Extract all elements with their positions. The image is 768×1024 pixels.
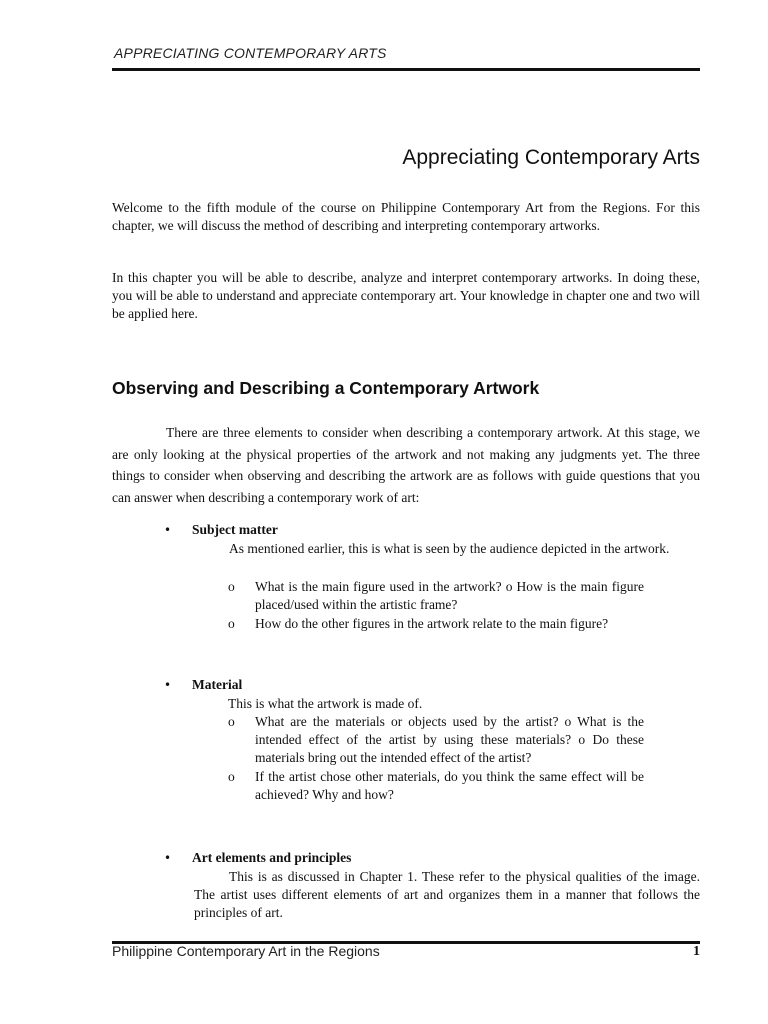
guide-question: [228, 615, 644, 633]
running-header: APPRECIATING CONTEMPORARY ARTS: [114, 45, 387, 61]
bullet-description: As mentioned earlier, this is what is seen by the audience depicted in the artwork.: [229, 541, 670, 556]
question-text: If the artist chose other materials, do you think the same effect will be achieved? Why and how?: [255, 769, 644, 802]
intro-paragraph: Welcome to the fifth module of the course on Philippine Contemporary Art from the Regions. For this chapter, we will discuss the method of describing and interpreting contemporary artworks.: [112, 200, 700, 233]
bullet-title: Art elements and principles: [192, 850, 352, 865]
bullet-icon: •: [164, 523, 172, 537]
header-divider: [112, 68, 700, 71]
question-text: What are the materials or objects used by the artist? o What is the intended effect of the artist by using these materials? o Do these materials bring out the intended effect of the artist?: [255, 714, 644, 765]
guide-questions: [228, 578, 644, 634]
bullet-title: Subject matter: [192, 522, 278, 537]
circle-bullet-icon: o: [228, 714, 235, 729]
page-title: Appreciating Contemporary Arts: [402, 146, 700, 169]
bullet-title: Material: [192, 677, 243, 692]
bullet-icon: •: [164, 678, 172, 692]
intro-paragraph: In this chapter you will be able to describe, analyze and interpret contemporary artworks. In doing these, you will be able to understand and appreciate contemporary art. Your knowledge in chapter one and two will be applied here.: [112, 270, 700, 321]
bullet-description: This is as discussed in Chapter 1. These refer to the physical qualities of the image. The artist uses different elements of art and organizes them in a manner that follows the principles of art.: [194, 869, 700, 920]
guide-question: [228, 578, 644, 614]
bullet-icon: •: [164, 851, 172, 865]
question-text: What is the main figure used in the artwork? o How is the main figure placed/used within the artistic frame?: [255, 579, 644, 612]
guide-question: [228, 713, 644, 767]
section-paragraph: There are three elements to consider when describing a contemporary artwork. At this stage, we are only looking at the physical properties of the artwork and not making any judgments yet. The three things to consider when observing and describing the artwork are as follows with guide questions that you can answer when describing a contemporary work of art:: [112, 425, 700, 505]
question-text: How do the other figures in the artwork relate to the main figure?: [255, 616, 609, 631]
circle-bullet-icon: o: [228, 579, 235, 594]
circle-bullet-icon: o: [228, 616, 235, 631]
section-heading: Observing and Describing a Contemporary Artwork: [112, 378, 540, 398]
circle-bullet-icon: o: [228, 769, 235, 784]
guide-questions: [228, 713, 644, 805]
guide-question: [228, 768, 644, 804]
bullet-description: This is what the artwork is made of.: [228, 696, 423, 711]
page-number: 1: [693, 944, 700, 959]
running-footer: Philippine Contemporary Art in the Regions: [112, 943, 380, 959]
